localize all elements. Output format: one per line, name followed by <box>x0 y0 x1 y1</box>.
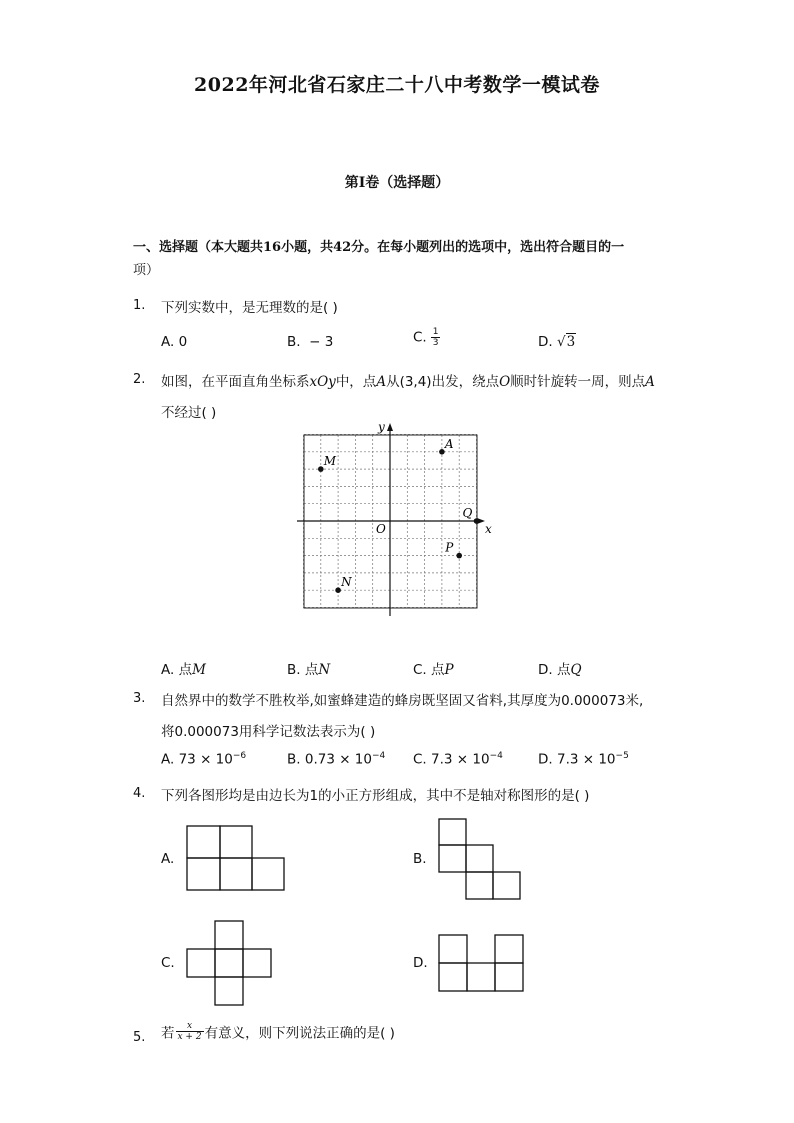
q3-option-b[interactable] <box>287 751 385 768</box>
text-fragment: 如图，在平面直角坐标系 <box>161 374 310 390</box>
coordinate-grid-figure <box>290 418 500 618</box>
text-fragment: 从 <box>386 374 400 390</box>
text-fragment: 若 <box>161 1025 175 1042</box>
square <box>495 935 523 963</box>
option-letter: C. <box>413 751 427 768</box>
text-fragment: 顺时针旋转一周，则点 <box>510 374 646 390</box>
math-var: A <box>645 374 655 390</box>
option-value: 73 × 10 <box>178 751 233 768</box>
square <box>220 826 252 858</box>
point-label-m: M <box>323 454 337 469</box>
section-line-2: 项） <box>133 263 160 278</box>
point-p <box>456 553 462 559</box>
point-q <box>474 518 480 524</box>
q1-option-a[interactable] <box>161 334 187 350</box>
q1-option-c[interactable] <box>413 327 440 348</box>
q4-text: 下列各图形均是由边长为1的小正方形组成，其中不是轴对称图形的是( ) <box>161 788 590 804</box>
option-value: 7.3 × 10 <box>431 751 490 768</box>
option-value: 0 <box>178 334 188 350</box>
option-value: 点 <box>556 662 571 678</box>
square <box>215 921 243 949</box>
math-var: Q <box>570 662 582 678</box>
q2-option-a[interactable] <box>161 658 206 678</box>
q3-option-c[interactable] <box>413 751 503 768</box>
math-var: M <box>192 662 206 678</box>
q2-line-1 <box>161 370 655 390</box>
q2-option-b[interactable] <box>287 658 330 678</box>
exponent: −5 <box>615 751 629 761</box>
square <box>495 963 523 991</box>
text-fragment: 中，点 <box>335 374 377 390</box>
q4-option-c-letter[interactable]: C. <box>161 955 175 971</box>
q3-option-d[interactable] <box>538 751 629 768</box>
option-value: 点 <box>178 662 193 678</box>
option-letter: C. <box>413 329 427 346</box>
option-value: − 3 <box>309 334 334 350</box>
option-letter: A. <box>161 334 175 350</box>
q1-option-b[interactable] <box>287 334 333 350</box>
q5-text <box>161 1021 395 1042</box>
x-axis-label: x <box>485 522 492 536</box>
square <box>493 872 520 899</box>
fraction <box>431 327 441 348</box>
square <box>220 858 252 890</box>
q4-option-d-letter[interactable]: D. <box>413 955 428 971</box>
option-value: 7.3 × 10 <box>556 751 616 768</box>
square <box>439 819 466 845</box>
exponent: −4 <box>489 751 503 761</box>
q1-text: 下列实数中，是无理数的是( ) <box>161 300 338 316</box>
square <box>215 977 243 1005</box>
q2-line-2: 不经过( ) <box>161 405 217 421</box>
square <box>439 963 467 991</box>
point-label-n: N <box>341 575 352 590</box>
q4-number: 4. <box>133 786 146 801</box>
point-label-a: A <box>444 436 454 451</box>
q4-figure-a[interactable] <box>185 824 287 892</box>
math-var: A <box>376 374 387 390</box>
option-letter: B. <box>287 751 301 768</box>
fraction-numerator: x <box>176 1021 204 1032</box>
exam-title: 2022年河北省石家庄二十八中考数学一模试卷 <box>194 74 600 96</box>
q4-option-b-letter[interactable]: B. <box>413 851 427 867</box>
option-value: 点 <box>304 662 319 678</box>
q2-option-c[interactable] <box>413 658 454 678</box>
point-a <box>439 449 445 455</box>
exam-subtitle: 第I卷（选择题） <box>344 175 450 191</box>
math-var: N <box>318 662 331 678</box>
math-var: O <box>499 374 511 390</box>
square <box>466 845 493 872</box>
q1-number: 1. <box>133 298 146 313</box>
sqrt-expression: √3 <box>556 334 576 350</box>
q2-option-d[interactable] <box>538 658 582 678</box>
points-layer <box>318 437 479 593</box>
square <box>252 858 284 890</box>
q3-line-1: 自然界中的数学不胜枚举,如蜜蜂建造的蜂房既坚固又省料,其厚度为0.000073米, <box>161 693 644 709</box>
square <box>187 949 215 977</box>
option-letter: D. <box>538 751 553 768</box>
square <box>215 949 243 977</box>
coordinate: (3,4) <box>399 374 432 390</box>
q4-figure-b[interactable] <box>437 817 525 903</box>
q4-option-a-letter[interactable]: A. <box>161 851 175 867</box>
point-label-p: P <box>445 540 454 555</box>
exponent: −4 <box>372 751 386 761</box>
q4-figure-d[interactable] <box>437 933 527 995</box>
radicand: 3 <box>566 334 576 350</box>
fraction-numerator: 1 <box>432 327 439 337</box>
option-letter: D. <box>538 334 553 350</box>
option-letter: C. <box>413 662 427 678</box>
point-m <box>318 466 324 472</box>
q3-option-a[interactable] <box>161 751 246 768</box>
option-letter: A. <box>161 751 175 768</box>
q1-option-d[interactable] <box>538 334 576 350</box>
square <box>439 935 467 963</box>
option-letter: A. <box>161 662 175 678</box>
square <box>439 845 466 872</box>
text-fragment: 有意义，则下列说法正确的是( ) <box>204 1025 395 1042</box>
q5-number: 5. <box>133 1030 146 1045</box>
y-axis-label: y <box>378 420 385 434</box>
q3-line-2: 将0.000073用科学记数法表示为( ) <box>161 724 376 740</box>
section-line-1: 一、选择题（本大题共16小题，共42分。在每小题列出的选项中，选出符合题目的一 <box>133 240 625 255</box>
section-header <box>133 232 673 286</box>
text-fragment: 出发，绕点 <box>431 374 500 390</box>
square <box>187 858 220 890</box>
option-value: 点 <box>431 662 445 678</box>
origin-label: O <box>376 522 386 536</box>
square <box>243 949 271 977</box>
fraction-denominator: 3 <box>432 338 439 348</box>
math-var: xOy <box>309 374 336 390</box>
q4-figure-c[interactable] <box>185 919 273 1007</box>
q2-number: 2. <box>133 372 146 387</box>
exponent: −6 <box>232 751 247 761</box>
point-label-q: Q <box>462 506 473 520</box>
option-letter: B. <box>287 662 301 678</box>
y-axis-arrow <box>387 423 393 431</box>
square <box>467 963 495 991</box>
fraction-denominator: x + 2 <box>177 1032 202 1042</box>
square <box>187 826 220 858</box>
square <box>466 872 493 899</box>
option-value: 0.73 × 10 <box>304 751 372 768</box>
math-var: P <box>444 662 454 678</box>
point-n <box>335 587 341 593</box>
fraction <box>176 1021 204 1042</box>
q3-number: 3. <box>133 691 146 706</box>
option-letter: D. <box>538 662 553 678</box>
option-letter: B. <box>287 334 301 350</box>
